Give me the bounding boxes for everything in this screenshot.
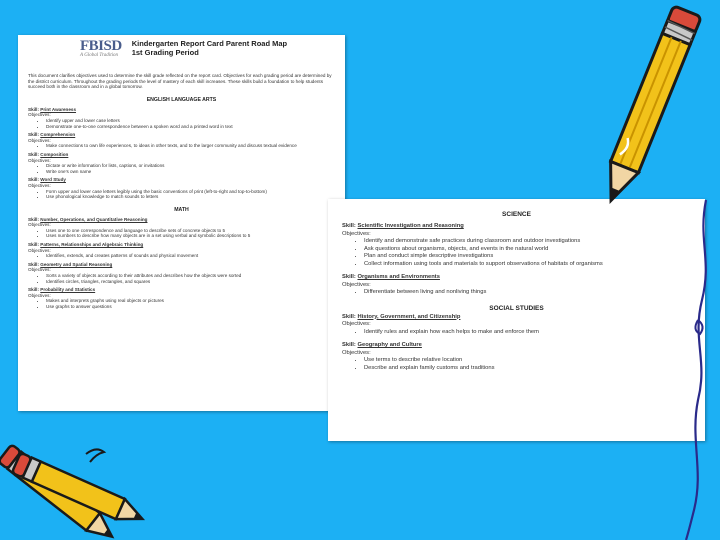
objectives-label: Objectives:	[342, 281, 371, 288]
skill-name: Geometry and Spatial Reasoning	[40, 261, 113, 267]
skill-label: Skill:	[28, 132, 39, 138]
skill-block	[328, 314, 705, 337]
social-studies-heading: SOCIAL STUDIES	[489, 304, 544, 312]
science-heading: SCIENCE	[502, 211, 531, 218]
objectives-label: Objectives:	[28, 137, 51, 143]
skill-label: Skill:	[28, 177, 39, 183]
title-line-1: Kindergarten Report Card Parent Road Map	[131, 39, 288, 48]
objectives-label: Objectives:	[28, 292, 51, 298]
skill-label: Skill:	[342, 342, 356, 348]
objective-item: • Dictate or write information for lists, captions, or invitations	[46, 163, 335, 169]
skill-label: Skill:	[28, 151, 39, 157]
objective-item: • Plan and conduct simple descriptive investigations	[364, 253, 691, 261]
objective-item: • Use phonological knowledge to match sounds to letters	[46, 194, 335, 200]
skill-block	[18, 132, 345, 149]
objective-list	[28, 253, 335, 259]
objective-list	[342, 238, 691, 268]
skill-title	[342, 223, 691, 231]
skill-label: Skill:	[342, 223, 356, 229]
skill-name: Organisms and Environments	[357, 274, 440, 280]
skill-block	[18, 107, 345, 129]
skill-name: Composition	[40, 151, 69, 157]
math-heading: MATH	[174, 206, 189, 213]
objectives-label: Objectives:	[28, 247, 51, 253]
pencil-clipart-icon	[578, 0, 714, 212]
skill-title	[342, 314, 691, 322]
objective-item: • Write one's own name	[46, 169, 335, 175]
skill-title	[342, 274, 691, 282]
science-social-page	[328, 199, 705, 441]
skill-block	[18, 242, 345, 259]
objective-item: • Use terms to describe relative location	[364, 357, 691, 365]
objective-item: • Collect information using tools and materials to support observations of habitats of organisms	[364, 261, 691, 269]
skill-label: Skill:	[28, 287, 39, 293]
skill-name: Number, Operations, and Quantitative Reasoning	[40, 216, 148, 222]
skill-name: Probability and Statistics	[40, 287, 96, 293]
objectives-label: Objectives:	[28, 267, 51, 273]
skill-block	[18, 262, 345, 284]
skill-block	[18, 152, 345, 174]
skill-block	[18, 217, 345, 239]
objective-list	[342, 329, 691, 337]
objective-list	[28, 143, 335, 149]
crossed-pencils-clipart-icon	[0, 418, 150, 540]
math-skill-list	[18, 217, 345, 310]
science-skill-list	[328, 223, 705, 297]
social-studies-skill-list	[328, 314, 705, 373]
objective-item: • Identify rules and explain how each helps to make and enforce them	[364, 329, 691, 337]
skill-label: Skill:	[28, 216, 39, 222]
intro-paragraph: This document clarifies objectives used to determine the skill grade reflected on the report card. Objectives for each grading period are determined by the district curriculum. Throughout the grading periods the level of mastery of each skill increases. These skills build a foundation to help students succeed both in the classroom and in a global tomorrow.	[28, 73, 332, 90]
skill-name: Word Study	[40, 177, 66, 183]
skill-label: Skill:	[28, 106, 39, 112]
skill-block	[328, 274, 705, 297]
objectives-label: Objectives:	[28, 182, 51, 188]
report-card-title	[132, 39, 287, 57]
objective-list	[28, 118, 335, 129]
skill-block	[18, 177, 345, 199]
skill-name: Print Awareness	[40, 106, 77, 112]
skill-block	[18, 287, 345, 309]
objective-list	[28, 189, 335, 200]
ela-skill-list	[18, 107, 345, 200]
skill-name: Comprehension	[40, 132, 76, 138]
objective-list	[28, 228, 335, 239]
objective-item: • Sorts a variety of objects according to their attributes and describes how the objects were sorted	[46, 273, 335, 279]
objective-item: • Identifies, extends, and creates patterns of sounds and physical movement	[46, 253, 335, 259]
skill-block	[328, 223, 705, 268]
objective-item: • Uses numbers to describe how many objects are in a set using verbal and symbolic descriptions to 5	[46, 233, 335, 239]
objective-item: • Demonstrate one-to-one correspondence between a spoken word and a printed word in text	[46, 124, 335, 130]
district-logo	[80, 39, 122, 59]
skill-name: Patterns, Relationships and Algebraic Thinking	[40, 242, 144, 248]
objective-item: • Describe and explain family customs and traditions	[364, 365, 691, 373]
objective-item: • Uses one to one correspondence and language to describe sets of concrete objects to 5	[46, 228, 335, 234]
objective-item: • Form upper and lower case letters legibly using the basic conventions of print (left-to-right and top-to-bottom)	[46, 189, 335, 195]
skill-label: Skill:	[342, 274, 356, 280]
skill-name: History, Government, and Citizenship	[357, 313, 461, 320]
objective-item: • Ask questions about organisms, objects, and events in the natural world	[364, 246, 691, 254]
objective-item: • Differentiate between living and nonliving things	[364, 289, 691, 297]
ela-heading: ENGLISH LANGUAGE ARTS	[146, 96, 217, 103]
skill-label: Skill:	[342, 313, 356, 320]
report-card-page	[18, 35, 345, 411]
skill-name: Scientific Investigation and Reasoning	[357, 223, 464, 229]
objectives-label: Objectives:	[28, 222, 51, 228]
objectives-label: Objectives:	[28, 112, 51, 118]
skill-name: Geography and Culture	[357, 342, 422, 348]
objective-list	[28, 298, 335, 309]
objective-item: • Identify upper and lower case letters	[46, 118, 335, 124]
skill-block	[328, 342, 705, 372]
objective-list	[28, 163, 335, 174]
objective-list	[28, 273, 335, 284]
objectives-label: Objectives:	[342, 321, 371, 327]
objective-item: • Makes and interprets graphs using real objects or pictures	[46, 298, 335, 304]
report-card-header	[18, 35, 345, 69]
skill-label: Skill:	[28, 261, 39, 267]
objectives-label: Objectives:	[342, 349, 371, 356]
objective-list	[342, 357, 691, 372]
objective-item: • Identifies circles, triangles, rectangles, and squares	[46, 279, 335, 285]
logo-text: FBISD	[80, 38, 122, 54]
objectives-label: Objectives:	[28, 157, 51, 163]
skill-title	[342, 342, 691, 350]
objectives-label: Objectives:	[342, 230, 371, 237]
objective-item: • Use graphs to answer questions	[46, 304, 335, 310]
skill-label: Skill:	[28, 242, 39, 248]
objective-item: • Make connections to own life experiences, to ideas in other texts, and to the larger community and discuss textual evidence	[46, 143, 335, 149]
objective-item: • Identify and demonstrate safe practices during classroom and outdoor investigations	[364, 238, 691, 246]
title-line-2: 1st Grading Period	[131, 48, 199, 57]
objective-list	[342, 289, 691, 297]
logo-tagline: A Global Tradition	[80, 53, 118, 58]
